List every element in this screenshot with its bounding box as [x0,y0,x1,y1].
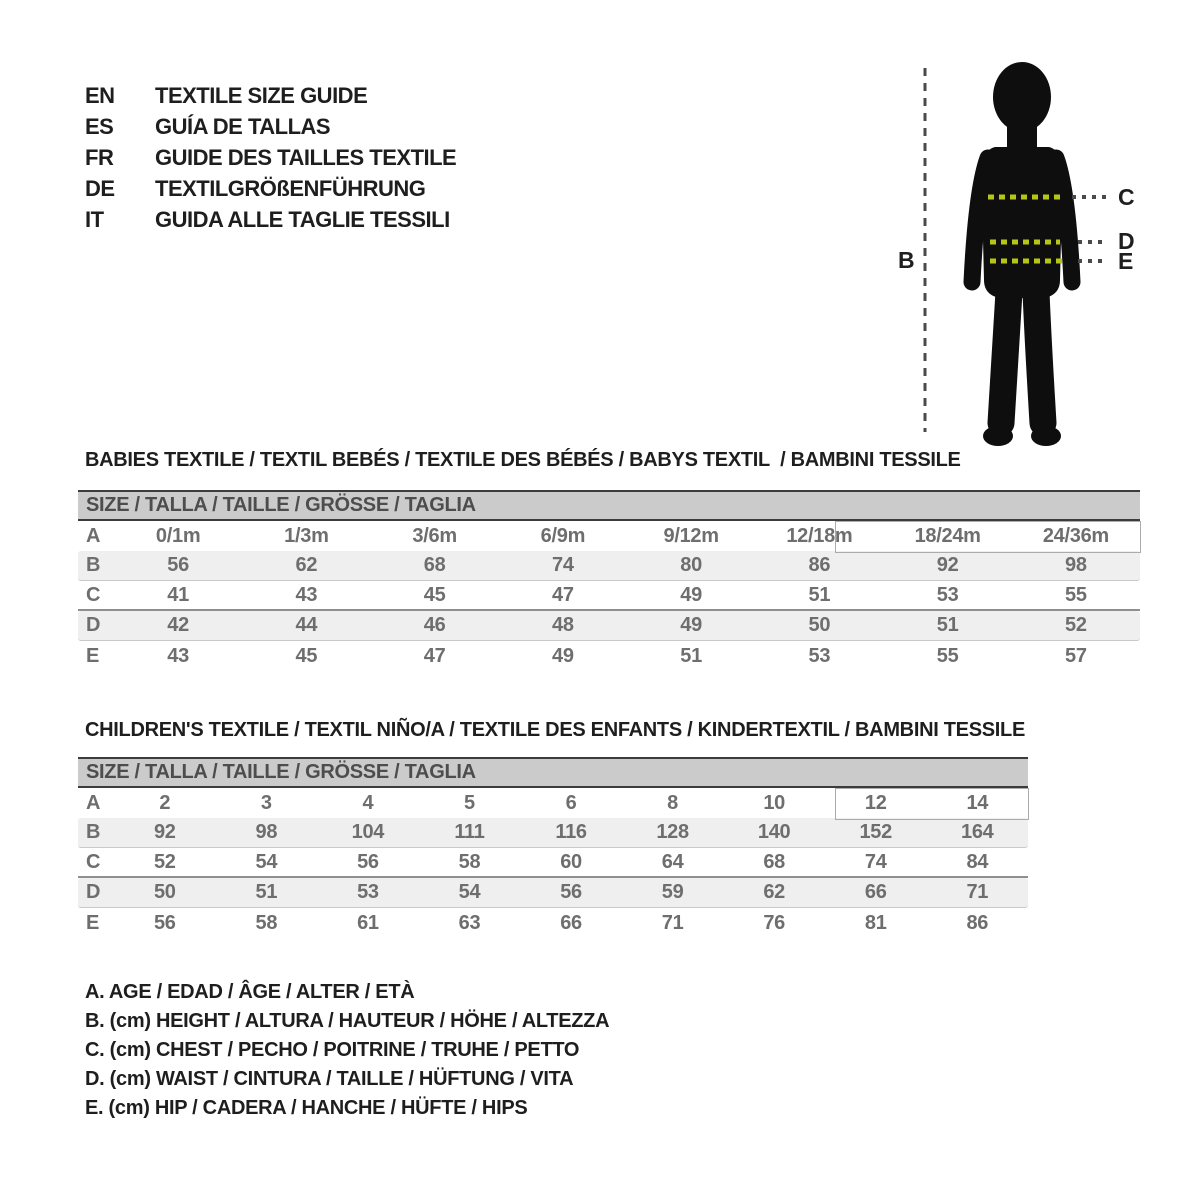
table-row [78,581,1140,611]
waist-label: D [1118,228,1135,254]
size-cell: 51 [808,583,831,606]
size-cell: 55 [936,644,959,667]
table-row [78,641,1140,671]
row-label: C [86,583,101,606]
row-label: C [86,850,101,873]
size-cell: 92 [153,821,176,843]
size-cell: 56 [357,850,379,873]
size-cell: 116 [555,821,587,843]
size-cell: 18/24m [914,524,981,547]
row-label: B [86,554,101,576]
size-cell: 76 [763,911,785,934]
size-cell: 164 [961,821,994,843]
row-label: E [86,911,100,934]
size-cell: 59 [661,881,684,903]
chest-label: C [1118,184,1135,210]
size-cell: 63 [458,911,481,934]
size-cell: 71 [661,911,684,934]
row-label: D [86,881,101,903]
size-cell: 104 [351,821,385,843]
table-row [78,908,1028,938]
babies-section-heading: BABIES TEXTILE / TEXTIL BEBÉS / TEXTILE DES BÉBÉS / BABYS TEXTIL / BAMBINI TESSILE [85,449,961,471]
size-cell: 42 [167,614,189,636]
size-cell: 14 [966,791,989,814]
size-cell: 10 [763,791,785,814]
size-cell: 50 [153,881,176,903]
child-figure [860,40,1200,460]
table-row [78,788,1028,818]
size-cell: 62 [763,881,785,903]
size-table-children [78,757,1028,938]
size-cell: 45 [423,583,446,606]
size-cell: 68 [763,850,785,873]
row-label: A [86,791,101,814]
size-cell: 12 [864,791,887,814]
table-body [78,788,1028,938]
size-cell: 66 [560,911,582,934]
size-cell: 43 [167,644,189,667]
size-cell: 62 [295,554,318,576]
size-cell: 49 [680,614,702,636]
size-cell: 58 [458,850,481,873]
size-cell: 140 [757,821,791,843]
language-row [85,173,456,204]
table-row [78,521,1140,551]
size-cell: 68 [423,554,446,576]
size-cell: 80 [680,554,702,576]
row-label: A [86,524,101,547]
size-cell: 128 [656,821,689,843]
row-label: D [86,614,101,636]
size-cell: 2 [159,791,171,814]
legend [85,978,609,1123]
language-title: TEXTILE SIZE GUIDE [155,82,368,108]
size-cell: 74 [864,850,887,873]
row-label: E [86,644,100,667]
table-row [78,848,1028,878]
child-silhouette [972,62,1072,446]
size-cell: 98 [255,821,278,843]
size-cell: 53 [808,644,831,667]
hip-label: E [1118,248,1134,274]
size-cell: 92 [936,554,959,576]
size-cell: 86 [966,911,989,934]
table-body [78,521,1140,671]
size-cell: 86 [808,554,831,576]
size-cell: 60 [560,850,582,873]
size-cell: 49 [680,583,702,606]
children-section-heading: CHILDREN'S TEXTILE / TEXTIL NIÑO/A / TEXTILE DES ENFANTS / KINDERTEXTIL / BAMBINI TESSILE [85,719,1025,741]
size-cell: 3 [260,791,272,814]
table-row [78,818,1028,848]
size-cell: 51 [255,881,278,903]
table-row [78,611,1140,641]
size-cell: 56 [153,911,176,934]
size-cell: 6/9m [540,524,586,547]
size-cell: 49 [552,644,574,667]
language-title: TEXTILGRÖßENFÜHRUNG [155,175,426,201]
size-cell: 74 [552,554,574,576]
size-cell: 47 [552,583,574,606]
size-cell: 46 [423,614,446,636]
language-row [85,142,456,173]
size-cell: 1/3m [284,524,329,547]
size-cell: 56 [167,554,189,576]
size-cell: 48 [552,614,574,636]
size-cell: 12/18m [786,524,853,547]
language-code: ES [85,113,114,139]
legend-line: A. AGE / EDAD / ÂGE / ALTER / ETÀ [85,981,415,1003]
table-header-band: SIZE / TALLA / TAILLE / GRÖSSE / TAGLIA [78,490,1140,521]
language-list [85,80,456,235]
size-cell: 4 [362,791,374,814]
size-cell: 84 [966,850,989,873]
size-cell: 66 [864,881,887,903]
language-row [85,80,456,111]
legend-line: C. (cm) CHEST / PECHO / POITRINE / TRUHE / PETTO [85,1039,580,1061]
size-cell: 8 [667,791,678,814]
height-label: B [898,247,915,273]
table-row [78,551,1140,581]
size-cell: 57 [1065,644,1087,667]
size-cell: 58 [255,911,278,934]
legend-line: B. (cm) HEIGHT / ALTURA / HAUTEUR / HÖHE / ALTEZZA [85,1010,610,1032]
size-cell: 41 [167,583,189,606]
size-cell: 50 [808,614,831,636]
size-table-babies [78,490,1140,671]
size-cell: 47 [423,644,446,667]
size-cell: 24/36m [1042,524,1109,547]
row-label: B [86,821,101,843]
table-header-band: SIZE / TALLA / TAILLE / GRÖSSE / TAGLIA [78,757,1028,788]
size-cell: 56 [560,881,582,903]
size-cell: 9/12m [663,524,719,547]
size-cell: 44 [295,614,318,636]
language-row [85,111,456,142]
language-title: GUIDE DES TAILLES TEXTILE [155,144,457,170]
language-row [85,204,456,235]
size-cell: 111 [454,821,485,843]
language-code: DE [85,175,115,201]
size-cell: 71 [966,881,989,903]
legend-line: D. (cm) WAIST / CINTURA / TAILLE / HÜFTUNG / VITA [85,1068,574,1090]
size-cell: 0/1m [155,524,201,547]
size-cell: 51 [936,614,959,636]
legend-line: E. (cm) HIP / CADERA / HANCHE / HÜFTE / HIPS [85,1097,528,1119]
table-row [78,878,1028,908]
language-title: GUIDA ALLE TAGLIE TESSILI [155,206,450,232]
size-cell: 54 [255,850,278,873]
size-cell: 45 [295,644,318,667]
size-cell: 64 [661,850,684,873]
size-cell: 43 [295,583,318,606]
size-cell: 54 [458,881,481,903]
size-cell: 53 [936,583,959,606]
size-cell: 61 [357,911,379,934]
size-cell: 152 [859,821,892,843]
size-cell: 3/6m [412,524,457,547]
size-cell: 51 [680,644,702,667]
size-cell: 6 [565,791,577,814]
size-cell: 98 [1065,554,1087,576]
size-cell: 81 [864,911,887,934]
language-title: GUÍA DE TALLAS [155,113,331,139]
size-cell: 53 [357,881,379,903]
language-code: IT [85,206,104,232]
size-cell: 52 [1065,614,1087,636]
language-code: FR [85,144,114,170]
size-cell: 52 [153,850,176,873]
size-cell: 55 [1065,583,1087,606]
language-code: EN [85,82,115,108]
size-cell: 5 [464,791,475,814]
